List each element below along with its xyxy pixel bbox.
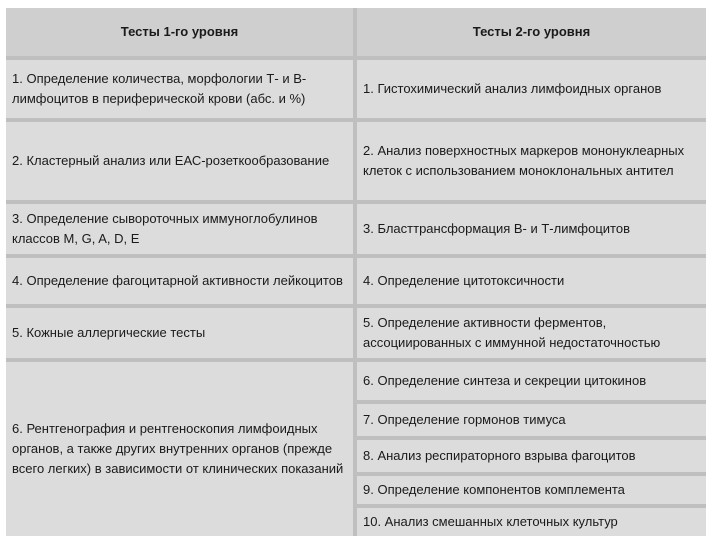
left-row-6: 6. Рентгенография и рентгеноскопия лимфоидных органов, а также других внутренних органов (прежде всего легких) в зависимости от клинических показаний xyxy=(6,362,353,536)
left-row-5: 5. Кожные аллергические тесты xyxy=(6,308,353,358)
left-column xyxy=(6,8,353,536)
left-row-4: 4. Определение фагоцитарной активности лейкоцитов xyxy=(6,258,353,304)
right-row-6: 6. Определение синтеза и секреции цитокинов xyxy=(357,362,706,400)
right-row-5: 5. Определение активности ферментов, ассоциированных с иммунной недостаточностью xyxy=(357,308,706,358)
left-row-1: 1. Определение количества, морфологии Т- и В-лимфоцитов в периферической крови (абс. и %) xyxy=(6,60,353,118)
tests-table xyxy=(6,8,706,536)
right-column xyxy=(357,8,706,536)
right-row-3: 3. Бласттрансформация В- и Т-лимфоцитов xyxy=(357,204,706,254)
right-row-7: 7. Определение гормонов тимуса xyxy=(357,404,706,436)
right-row-1: 1. Гистохимический анализ лимфоидных органов xyxy=(357,60,706,118)
left-row-2: 2. Кластерный анализ или ЕАС-розеткообразование xyxy=(6,122,353,200)
right-column-header: Тесты 2-го уровня xyxy=(357,8,706,56)
right-row-2: 2. Анализ поверхностных маркеров мононуклеарных клеток с использованием моноклональных антител xyxy=(357,122,706,200)
left-column-header: Тесты 1-го уровня xyxy=(6,8,353,56)
left-row-3: 3. Определение сывороточных иммуноглобулинов классов M, G, A, D, E xyxy=(6,204,353,254)
right-row-10: 10. Анализ смешанных клеточных культур xyxy=(357,508,706,536)
right-row-8: 8. Анализ респираторного взрыва фагоцитов xyxy=(357,440,706,472)
right-row-4: 4. Определение цитотоксичности xyxy=(357,258,706,304)
right-row-9: 9. Определение компонентов комплемента xyxy=(357,476,706,504)
